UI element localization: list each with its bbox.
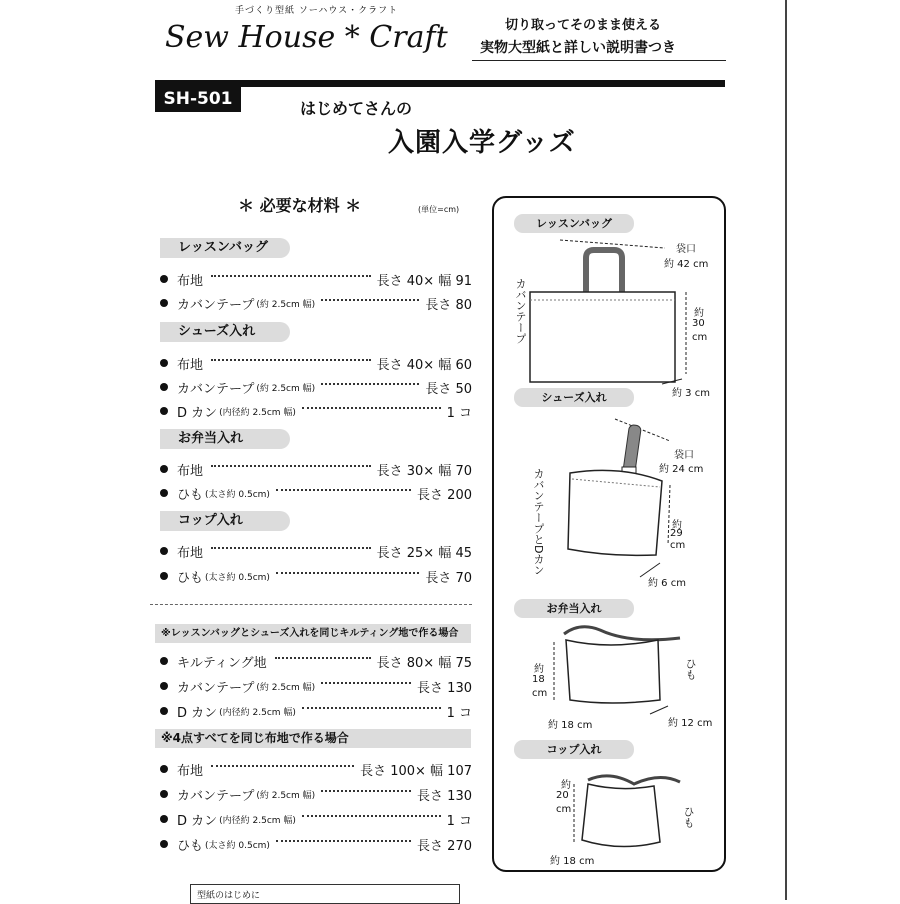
lesson-depth-label: 約 3 cm (672, 388, 710, 399)
material-row: 布地 長さ 30× 幅 70 (160, 460, 472, 478)
bullet-icon (160, 790, 168, 798)
bullet-icon (160, 657, 168, 665)
bullet-icon (160, 840, 168, 848)
bullet-icon (160, 359, 168, 367)
bullet-icon (160, 815, 168, 823)
cup-bag-illustration (560, 762, 700, 862)
shoes-width-label: 約 24 cm (659, 464, 704, 475)
footer-box: 型紙のはじめに (190, 884, 460, 904)
cup-width-label: 約 18 cm (550, 856, 595, 867)
section-separator (150, 604, 472, 605)
shoes-height-2: 29 (670, 528, 683, 539)
material-row: 布地 長さ 40× 幅 60 (160, 354, 472, 372)
bullet-icon (160, 275, 168, 283)
bullet-icon (160, 547, 168, 555)
lesson-height-3: cm (692, 332, 708, 343)
subtitle: はじめてさんの (300, 99, 413, 118)
material-row: キルティング地 長さ 80× 幅 75 (160, 652, 472, 670)
material-row: 布地 長さ 40× 幅 91 (160, 270, 472, 288)
bullet-icon (160, 707, 168, 715)
lesson-width-label: 約 42 cm (664, 259, 709, 270)
section-lunch-bag: お弁当入れ (160, 429, 290, 449)
material-row: 布地 長さ 25× 幅 45 (160, 542, 472, 560)
logo-subtext: 手づくり型紙 ソーハウス・クラフト (235, 6, 399, 16)
shoes-height-1: 約 (672, 520, 682, 531)
bento-height-2: 18 (532, 674, 545, 685)
section-cup-bag: コップ入れ (160, 511, 290, 531)
bento-height-3: cm (532, 688, 548, 699)
shoes-depth-label: 約 6 cm (648, 578, 686, 589)
material-row: カバンテープ (約 2.5cm 幅) 長さ 130 (160, 785, 472, 803)
material-row: ひも (太さ約 0.5cm) 長さ 200 (160, 484, 472, 502)
material-row: カバンテープ (約 2.5cm 幅) 長さ 80 (160, 294, 472, 312)
alt-quilting-heading: ※レッスンバッグとシューズ入れを同じキルティング地で作る場合 (155, 624, 471, 643)
material-row: D カン (内径約 2.5cm 幅) 1 コ (160, 810, 472, 828)
material-row: カバンテープ (約 2.5cm 幅) 長さ 50 (160, 378, 472, 396)
bento-depth-label: 約 12 cm (668, 718, 713, 729)
section-lesson-bag: レッスンバッグ (160, 238, 290, 258)
bullet-icon (160, 465, 168, 473)
shoe-bag-illustration (540, 405, 720, 585)
material-row: ひも (太さ約 0.5cm) 長さ 70 (160, 567, 472, 585)
bullet-icon (160, 572, 168, 580)
lesson-tape-label: カバンテープ (514, 278, 527, 344)
lesson-height-1: 約 (694, 308, 704, 319)
tagline-cut: 切り取ってそのまま使える (505, 18, 662, 33)
diagram-label-lesson-bag: レッスンバッグ (514, 214, 634, 233)
unit-label: (単位=cm) (418, 205, 460, 214)
bullet-icon (160, 299, 168, 307)
tagline-pattern: 実物大型紙と詳しい説明書つき (480, 40, 676, 56)
bullet-icon (160, 682, 168, 690)
cup-height-3: cm (556, 804, 572, 815)
product-code: SH-501 (155, 86, 241, 112)
cup-height-2: 20 (556, 790, 569, 801)
material-row: 布地 長さ 100× 幅 107 (160, 760, 472, 778)
tagline-divider (472, 60, 726, 61)
materials-title: ＊ 必要な材料 ＊ (238, 196, 362, 215)
lesson-mouth-label: 袋口 (676, 244, 696, 255)
diagram-label-lunch-bag: お弁当入れ (514, 599, 634, 618)
material-row: D カン (内径約 2.5cm 幅) 1 コ (160, 702, 472, 720)
bullet-icon (160, 383, 168, 391)
bento-height-1: 約 (534, 664, 544, 675)
shoes-height-3: cm (670, 540, 686, 551)
material-row: ひも (太さ約 0.5cm) 長さ 270 (160, 835, 472, 853)
alt-all-same-heading: ※4点すべてを同じ布地で作る場合 (155, 729, 471, 748)
diagram-label-shoe-bag: シューズ入れ (514, 388, 634, 407)
shoes-mouth-label: 袋口 (674, 450, 694, 461)
bento-cord-label: ひも (684, 658, 697, 680)
shoes-tape-label: カバンテープとDカン (532, 468, 545, 576)
material-row: カバンテープ (約 2.5cm 幅) 長さ 130 (160, 677, 472, 695)
section-shoe-bag: シューズ入れ (160, 322, 290, 342)
page-edge-line (785, 0, 787, 900)
bullet-icon (160, 765, 168, 773)
bento-width-label: 約 18 cm (548, 720, 593, 731)
bullet-icon (160, 489, 168, 497)
brand-logo: Sew House * Craft (165, 20, 448, 55)
diagram-label-cup-bag: コップ入れ (514, 740, 634, 759)
cup-height-1: 約 (561, 780, 571, 791)
page-title: 入園入学グッズ (388, 128, 576, 158)
bullet-icon (160, 407, 168, 415)
cup-cord-label: ひも (682, 806, 695, 828)
lesson-height-2: 30 (692, 318, 705, 329)
material-row: D カン (内径約 2.5cm 幅) 1 コ (160, 402, 472, 420)
